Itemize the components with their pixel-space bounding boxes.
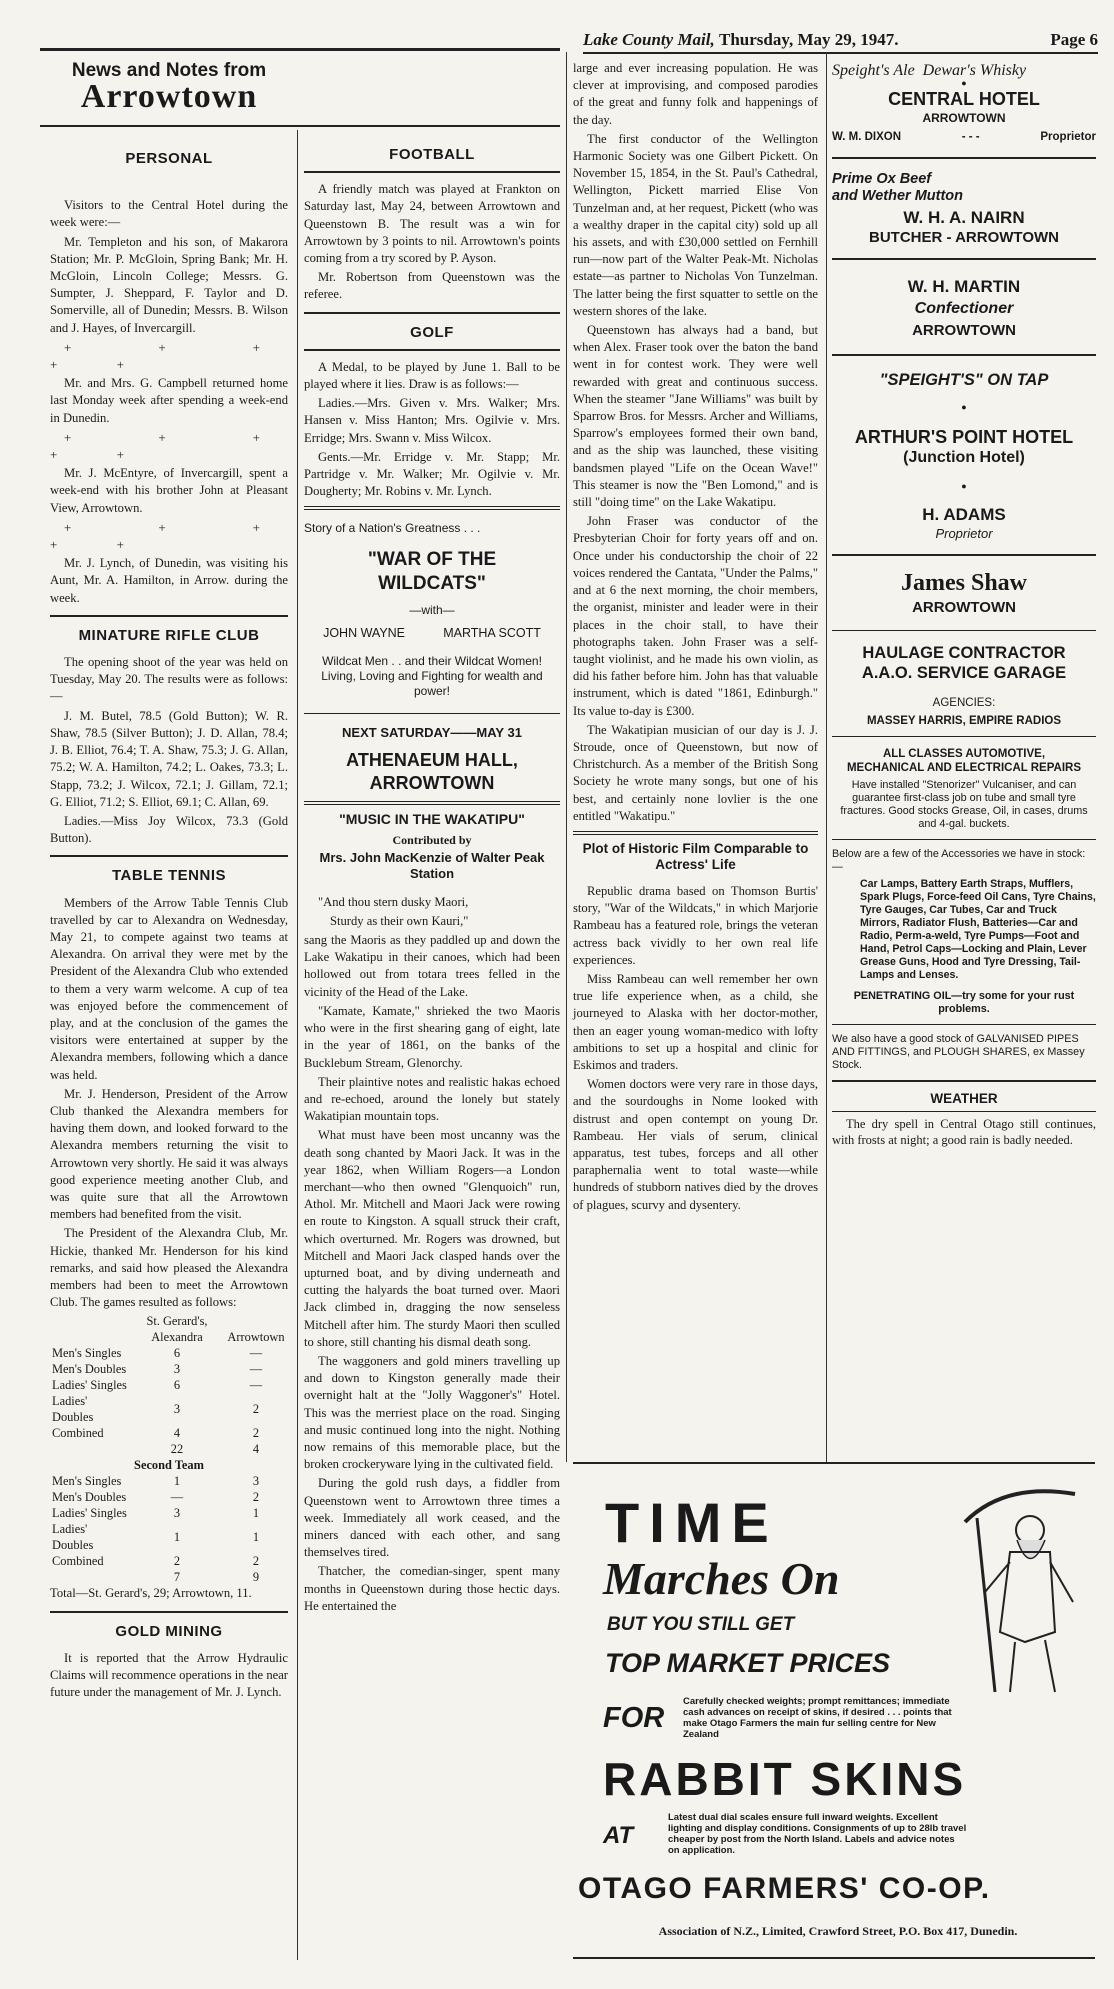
personal-p5: Mr. J. Lynch, of Dunedin, was visiting his Aunt, Mr. A. Hamilton, in Arrow. during the week. [50,556,288,605]
tennis-p3: The President of the Alexandra Club, Mr. Hickie, thanked Mr. Henderson for his kind remarks, and said how pleased the Alexandra members had been to meet the Arrowtown Club. The games resulted as follows: [50,1226,288,1310]
music-p6: During the gold rush days, a fiddler from Queenstown went to Arrowtown three times a week. Immediately all work ceased, and the miners danced with each other, and sang themselves tired. [304,1476,560,1560]
first-total-b: 4 [252,1442,260,1457]
figure-arms [985,1562,1073,1602]
personal-p4: Mr. J. McEntyre, of Invercargill, spent a week-end with his brother John at Pleasant View, Arrowtown. [50,466,288,515]
golf-title: GOLF [410,323,454,341]
divider [50,615,288,617]
football-p2: Mr. Robertson from Queenstown was the referee. [304,270,560,302]
ad-top-rule [573,1462,1095,1464]
personal-crosses-3: + + + + + [50,519,288,553]
results-row [50,1345,288,1361]
film-date: NEXT SATURDAY——MAY 31 [342,725,522,741]
column-4 [832,62,1096,1148]
scythe-blade [965,1491,1075,1522]
shaw-town: ARROWTOWN [912,599,1016,617]
results-row [50,1489,288,1505]
bullet-icon: ● [961,481,967,492]
film-star-2: MARTHA SCOTT [443,625,541,640]
tennis-title: TABLE TENNIS [111,867,227,885]
results-cell-a: 3 [173,1506,181,1521]
masthead-page: Page 6 [1050,30,1098,49]
section-heading-big: Arrowtown [80,78,258,116]
central-dashes: - - - [961,131,980,144]
masthead-paper: Lake County Mail, Thursday, May 29, 1947. [583,30,899,49]
football-p1: A friendly match was played at Frankton on Saturday last, May 24, between Arrowtown and Queenstown B. The result was a win for Arrowtown by 3 points to nil. Arrowtown's points coming from a try scored by P. Ayson. [304,182,560,266]
column-divider [566,52,567,1462]
column-divider [826,52,827,1462]
film-tagline: Story of a Nation's Greatness . . . [304,521,481,536]
results-cell-a: 1 [173,1474,181,1489]
music-p7: Thatcher, the comedian-singer, spent many months in Queenstown during those hectic days. He entertained the [304,1564,560,1613]
results-cell-event: Men's Doubles [52,1362,127,1377]
second-total-a: 7 [173,1570,181,1585]
music-contrib: Contributed by [392,833,472,848]
ad-rabbit-skins: RABBIT SKINS [603,1753,967,1805]
column-2 [304,138,560,1617]
personal-p2: Mr. Templeton and his son, of Makarora Station; Mr. P. McGloin, Spring Bank; Mr. H. McGloin, Lincoln College; Messrs. G. Sumpter, J. Sheppard, F. Taylor and D. Somerville, all of Dunedin; Messrs. B. Wilson and J. Hayes, of Invercargill. [50,234,288,335]
tennis-p2: Mr. J. Henderson, President of the Arrow Club thanked the Alexandra members for having them down, and looked forward to the Alexandra members returning the visit to Arrowtown very shortly. He said it was always good experience meeting another Club, and was quite sure that all the Arrowtown members had benefited from the visit. [50,1086,288,1222]
golf-p3: Gents.—Mr. Erridge v. Mr. Stapp; Mr. Partridge v. Mr. Walker; Mr. Ogilvie v. Mr. Dougherty; Mr. Robins v. Mr. Lynch. [304,449,560,499]
film-venue: ATHENAEUM HALL, ARROWTOWN [346,750,518,794]
col3-p8: Women doctors were very rare in those days, and the sourdoughs in Nome looked with distrust and open contempt on young Dr. Rambeau. Her vials of serum, clinical apparatus, test tubes, forceps and all other paraphernalia went to total waste—while hundreds of stubborn natives died by the droves of plagues, scurvy and dysentery. [573,1077,818,1212]
results-cell-event: Ladies' Singles [52,1506,127,1521]
haulage-1: HAULAGE CONTRACTOR [862,644,1066,663]
column-1-body [50,138,288,1703]
golf-p1: A Medal, to be played by June 1. Ball to be played where it lies. Draw is as follows:— [304,359,560,392]
james-shaw: James Shaw [900,570,1027,597]
bullet-icon: ● [961,78,967,89]
results-row [50,1473,288,1489]
bullet-icon: ● [961,402,967,413]
vulcaniser: Have installed "Stenorizer" Vulcaniser, and can guarantee first-class job on tube and small tyre fractures. Good stocks Grease, Oil, in cases, drums and 4-gal. buckets. [840,778,1088,830]
results-cell-a: — [170,1490,184,1505]
film-with: —with— [409,602,455,617]
adams: H. ADAMS [922,505,1006,525]
junction: (Junction Hotel) [903,449,1025,467]
music-verse-2: Sturdy as their own Kauri," [330,913,469,928]
divider [304,349,560,351]
central-proprietor [832,129,1096,146]
top-rule-right [583,52,1098,54]
film-stars [304,625,560,642]
central-hotel: CENTRAL HOTEL [888,89,1040,110]
ad-assoc: Association of N.Z., Limited, Crawford Street, P.O. Box 417, Dunedin. [658,1924,1018,1938]
arthurs-point: ARTHUR'S POINT HOTEL [854,427,1074,448]
section-heading-small: News and Notes from [71,60,267,81]
martin-town: ARROWTOWN [912,321,1016,339]
results-row [50,1505,288,1521]
results-cell-event: Ladies' Doubles [52,1394,94,1425]
top-rule-left [40,48,560,51]
beef-line-1: Prime Ox Beef [832,170,932,187]
results-cell-event: Men's Singles [52,1346,122,1361]
central-role: Proprietor [1040,131,1096,144]
col3-p6: Republic drama based on Thomson Burtis' story, "War of the Wildcats," in which Marjorie Rambeau has a featured role, brings the veteran actress back vividly to her own real life experiences. [573,883,818,967]
father-time-illustration [955,1482,1089,1702]
results-cell-b: 2 [252,1402,260,1417]
personal-title: PERSONAL [125,150,213,167]
results-cell-a: 1 [173,1530,181,1545]
results-row [50,1393,288,1425]
col3-p4: John Fraser was conductor of the Presbyterian Choir for forty years off and on. Once under his conductorship the choir of 22 voices rendered the Cantata, "Under the Palms," and at 6 the next morning, the choir members, the organist, minister and leader were in their places in the choir stall, to have their photographs taken. John Fraser was a self-taught violinist, and he made his own violin, as did his father before him. John has that valuable instrument, which is dated "1861, Edinburgh." Its value to-day is £300. [573,514,818,718]
masthead [583,30,1098,52]
music-p5: The waggoners and gold miners travelling up and down to Kingston generally made their overnight halt at the "Jolly Waggoner's" Hotel. This was the merriest place on the road. Singing and music continued long into the night. Nothing now remains of this memorable place, but the broken crockeryware lying in the cultivated field. [304,1353,560,1472]
divider [832,1024,1096,1025]
music-author: Mrs. John MacKenzie of Walter Peak Station [319,849,545,881]
tennis-total: Total—St. Gerard's, 29; Arrowtown, 11. [50,1586,252,1601]
weather-text: The dry spell in Central Otago still continues, with frosts at night; a good rain is badly needed. [832,1117,1096,1148]
col3-p7: Miss Rambeau can well remember her own true life experience when, as a child, she journeyed to Alaska with her doctor-mother, then an eager young woman-medico with lofty ambitions to set up a hospital and clinic for Eskimos and traders. [573,971,818,1072]
plot-title: Plot of Historic Film Comparable to Actress' Life [582,840,809,872]
results-cell-event: Men's Doubles [52,1490,127,1505]
results-row [50,1521,288,1553]
divider [832,554,1096,556]
adams-role: Proprietor [935,526,993,542]
results-cell-a: 3 [173,1362,181,1377]
tennis-p1: Members of the Arrow Table Tennis Club travelled by car to Alexandra on Wednesday, May 21, to compete against two teams at Alexandra. On arrival they were met by the President of the Alexandra Club who extended to them a very warm welcome. A cup of tea was enjoyed before the commencement of play, and at the conclusion of the games the visitors were entertained at supper by the Alexandra members, following which a dance was held. [50,895,288,1082]
results-cell-b: 2 [252,1490,260,1505]
col3-p2: The first conductor of the Wellington Harmonic Society was one Gilbert Pickett. On November 15, 1854, in the St. Paul's Cathedral, Wellington, Pickett married Elise Von Tunzelman and, at her request, Pickett (who was a wealthy draper in the capital city) sold up all his assets, and with £30,000 settled on Fernhill run—now part of the Walter Peak-Mt. Nicholas estate—as partner to Nicholas Von Tunzelman. The latter being the first squatter to settle on the western shores of the lake. [573,131,818,318]
second-team-title: Second Team [134,1458,204,1473]
results-cell-b: — [249,1362,263,1377]
results-cell-a: 3 [173,1402,181,1417]
penetrating-oil: PENETRATING OIL—try some for your rust problems. [853,989,1075,1015]
rifle-p1: The opening shoot of the year was held on Tuesday, May 20. The results were as follows:— [50,655,288,704]
results-cell-a: 2 [173,1554,181,1569]
divider [304,312,560,314]
film-title: "WAR OF THE WILDCATS" [367,548,497,594]
ad-marches: Marches On [603,1553,840,1604]
results-cell-a: 6 [173,1346,181,1361]
ad-time: TIME [605,1491,779,1554]
haulage-2: A.A.O. SERVICE GARAGE [861,664,1067,683]
film-star-1: JOHN WAYNE [323,625,406,640]
column-3 [573,60,818,1216]
first-total-a: 22 [170,1442,184,1457]
results-cell-event: Ladies' Singles [52,1378,127,1393]
rabbit-skins-ad [573,1462,1095,1967]
film-blurb: Wildcat Men . . and their Wildcat Women! Living, Loving and Fighting for wealth and power! [321,654,543,699]
accessories-list: Car Lamps, Battery Earth Straps, Mufflers, Spark Plugs, Force-feed Oil Cans, Tyre Chains, Tyre Gauges, Car Tubes, Car and Truck Mirrors, Radiator Flush, Batteries—Car and Radio, Perm-a-weld, Tyre Pumps—Foot and Hand, Petrol Caps—Locking and Plain, Lever Grease Guns, Hood and Tyre Dressing, Tail-Lamps and Lenses. [860,877,1096,981]
divider [573,831,818,835]
heading-rule [40,125,560,127]
ad-at: AT [603,1822,634,1849]
results-cell-b: 3 [252,1474,260,1489]
column-1 [50,58,288,115]
personal-crosses-1: + + + + + [50,339,288,373]
ad-at-text: Latest dual dial scales ensure full inward weights. Excellent lighting and display conditions. Consignments of up to 28lb travel cheaper by post from the North Island. Labels and advice notes on application. [668,1812,967,1856]
divider [50,855,288,857]
divider [50,1611,288,1613]
divider [832,157,1096,159]
results-row [50,1361,288,1377]
ad-bottom-rule [573,1957,1095,1959]
ad-top-prices: TOP MARKET PRICES [605,1648,891,1678]
pipes: We also have a good stock of GALVANISED PIPES AND FITTINGS, and PLOUGH SHARES, ex Massey Stock. [832,1032,1085,1071]
col3-p3: Queenstown has always had a band, but when Alex. Fraser took over the baton the band went in for contest work. They were well rewarded with great and continuous success. When the steamer "Jane Williams" was built by Sparrow Bros. for Messrs. Archer and Williams, Sparrow's employees formed their own band, and as the ship was launched, these visiting bandsmen played "Life on the Ocean Wave!" This steamer is now the "Ben Lomond," and is still "doing time" on the Lake Wakatipu. [573,323,818,510]
ad-coop: OTAGO FARMERS' CO-OP. [578,1872,991,1905]
results-table-first [50,1313,288,1585]
divider [304,713,560,714]
divider [832,630,1096,631]
ad-for-text: Carefully checked weights; prompt remittances; immediate cash advances on receipt of skins, if desired . . . points that make Otago Farmers the main fur selling centre for New Zealand [683,1696,952,1740]
golf-p2: Ladies.—Mrs. Given v. Mrs. Walker; Mrs. Hansen v. Miss Hanton; Mrs. Ogilvie v. Mrs. Erridge; Mrs. Swann v. Miss Wilcox. [304,396,560,445]
ad-but: BUT YOU STILL GET [607,1614,795,1635]
second-total-b: 9 [252,1570,260,1585]
martin: W. H. MARTIN [907,276,1021,296]
ad-for: FOR [603,1702,665,1734]
table-head: St. Gerard's, [146,1314,208,1329]
personal-crosses-2: + + + + + [50,429,288,463]
on-tap: "SPEIGHT'S" ON TAP [879,370,1049,389]
beef-line-2: and Wether Mutton [832,187,964,204]
results-row [50,1425,288,1441]
figure-beard [1017,1540,1045,1559]
figure-head [1016,1516,1044,1544]
accessories-intro: Below are a few of the Accessories we have in stock:— [832,847,1086,873]
divider [832,736,1096,737]
column-divider [297,130,298,1960]
personal-p1: Visitors to the Central Hotel during the week were:— [50,198,288,230]
divider [304,171,560,173]
rifle-p2: J. M. Butel, 78.5 (Gold Button); W. R. Shaw, 78.5 (Silver Button); J. D. Allan, 78.4; J. B. Elliot, 76.4; T. A. Shaw, 75.3; J. G. Allan, 75.2; W. A. Hamilton, 74.2; L. Oakes, 73.3; L. Stapp, 73.2; J. Wilcox, 72.1; J. Gillam, 72.1; G. Elliot, 71.2; S. Elliot, 69.1; C. Allan, 69. [50,708,288,809]
confectioner: Confectioner [914,299,1014,317]
table-head: Arrowtown [227,1330,285,1345]
gold-p1: It is reported that the Arrow Hydraulic Claims will recommence operations in the near future under the management of Mr. J. Lynch. [50,1650,288,1700]
music-p1: sang the Maoris as they paddled up and down the Lake Wakatipu in their canoes, which had been hollowed out from totara trees felled in the vicinity of the Head of the Lake. [304,933,560,999]
music-p2: "Kamate, Kamate," shrieked the two Maoris who were in the first shearing gang of eight, late in the year of 1861, on the banks of the Bucklebum Stream, Glenorchy. [304,1003,560,1070]
results-cell-b: 1 [252,1506,260,1521]
table-head: Alexandra [151,1330,203,1345]
results-row [50,1553,288,1569]
music-title: "MUSIC IN THE WAKATIPU" [339,811,525,828]
results-cell-event: Ladies' Doubles [52,1522,94,1553]
music-p3: Their plaintive notes and realistic hakas echoed and re-echoed, around the lonely but stately Wakatipian mountain tops. [304,1074,560,1124]
music-p4: What must have been most uncanny was the death song chanted by Maori Jack. It was in the year 1862, when William Rogers—a London merchant—who then owned "Glenquoich" run, Athol. Mr. Mitchell and Maori Jack were rowing en route to Kingston. A squall struck their craft, which overturned. Mr. Rogers was drowned, but Mitchell and Maori Jack clasped hands over the upturned boat, and by diving underneath and cutting the halyards the boat turned over. Maori Jack climbed in, dragging the now senseless Mitchell after him. The sturdy Maori then sculled to shore, still chanting his dismal death song. [304,1128,560,1349]
results-cell-b: 1 [252,1530,260,1545]
results-cell-b: 2 [252,1554,260,1569]
rifle-p3: Ladies.—Miss Joy Wilcox, 73.3 (Gold Button). [50,813,288,846]
personal-p3: Mr. and Mrs. G. Campbell returned home last Monday week after spending a week-end in Dunedin. [50,376,288,425]
results-cell-a: 6 [173,1378,181,1393]
divider [832,258,1096,260]
results-cell-b: — [249,1346,263,1361]
agencies-label: AGENCIES: [932,697,996,710]
divider [304,506,560,510]
gold-title: GOLD MINING [115,1622,223,1640]
nairn: W. H. A. NAIRN [903,207,1025,227]
divider [832,1080,1096,1082]
rifle-title: MINATURE RIFLE CLUB [78,626,260,644]
weather-title: WEATHER [930,1090,998,1106]
central-town: ARROWTOWN [922,111,1006,126]
results-cell-b: 2 [252,1426,260,1441]
figure-legs [1010,1640,1055,1692]
col3-p1: large and ever increasing population. He was clever at improvising, and composed parodies of the great and funny folk and happenings of the day. [573,61,818,127]
divider [304,801,560,805]
results-cell-a: 4 [173,1426,181,1441]
football-title: FOOTBALL [389,146,475,163]
butcher: BUTCHER - ARROWTOWN [869,228,1059,246]
results-cell-event: Men's Singles [52,1474,122,1489]
col3-p5: The Wakatipian musician of our day is J. J. Stroude, once of Queenstown, but now of Christchurch. As a member of the British Song Society he wrote many songs, but one of his best, and certainly none lovlier is the one entitled "Wakatipu." [573,722,818,823]
music-verse-1: "And thou stern dusky Maori, [318,894,469,909]
drinks-ad: Speight's Ale Dewar's Whisky [832,62,1027,79]
scythe-handle [977,1518,995,1692]
divider [832,839,1096,840]
results-cell-event: Combined [52,1426,104,1441]
divider [832,354,1096,356]
results-cell-event: Combined [52,1554,104,1569]
results-row [50,1377,288,1393]
divider [832,1111,1096,1112]
agencies-list: MASSEY HARRIS, EMPIRE RADIOS [866,714,1062,727]
results-cell-b: — [249,1378,263,1393]
repairs: ALL CLASSES AUTOMOTIVE, MECHANICAL AND ELECTRICAL REPAIRS [846,747,1082,774]
central-prop-name: W. M. DIXON [832,131,901,144]
